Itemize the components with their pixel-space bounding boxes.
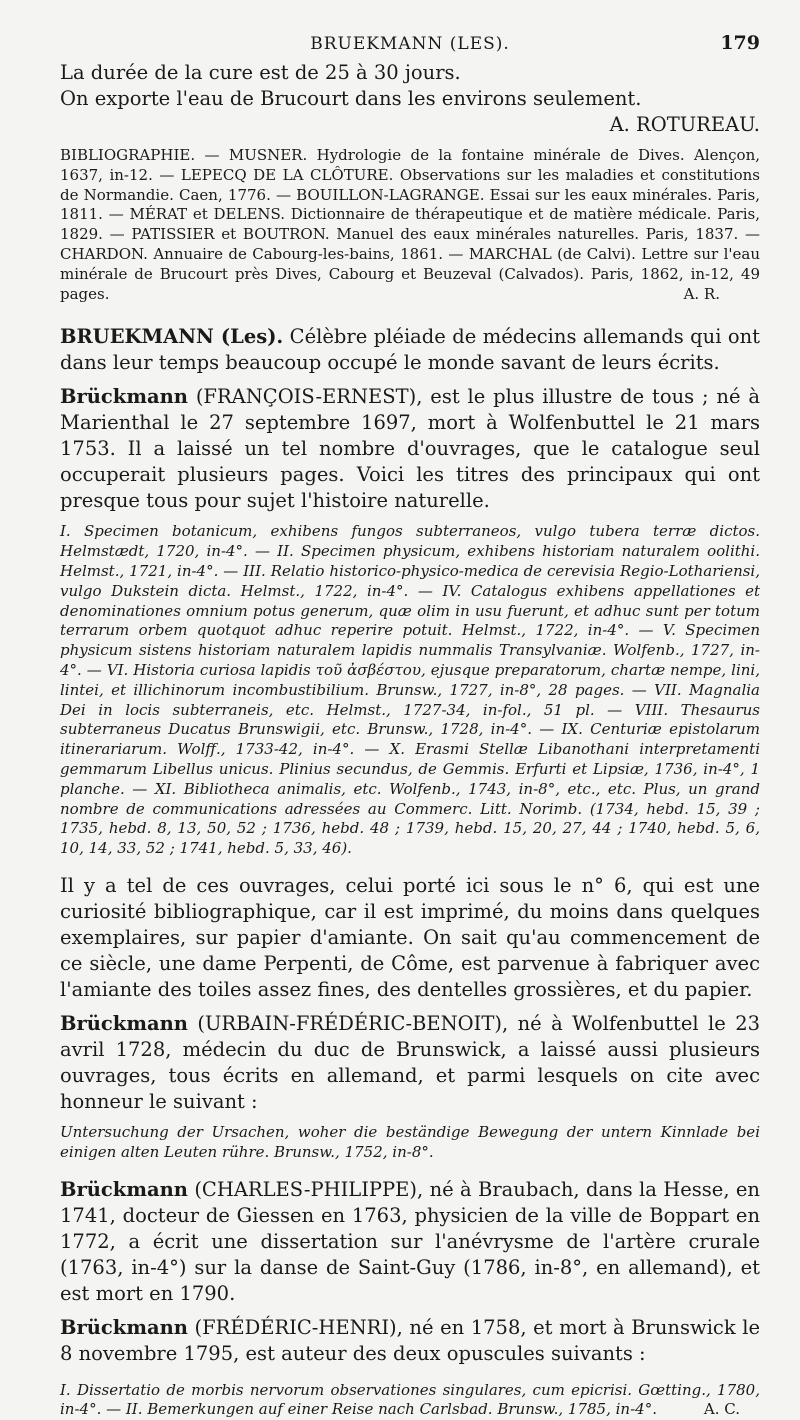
- urbain-works: Untersuchung der Ursachen, woher die beständige Bewegung der untern Kinnlade bei einigen alten Leuten rühre. Brunsw., 1752, in-8°.: [60, 1122, 760, 1161]
- charles-paragraph: [60, 1177, 760, 1307]
- bibliography: [60, 146, 760, 304]
- francois-given: (FRANÇOIS-ERNEST),: [195, 385, 423, 409]
- francois-text: est le plus illustre de tous ; né à Marienthal le 27 septembre 1697, mort à Wolfenbuttel le 21 mars 1753. Il a laissé un tel nombre d'ouvrages, que le catalogue seul occuperait plusieurs pages. Voici les titres des principaux qui ont presque tous pour sujet l'histoire naturelle.: [60, 385, 760, 513]
- page-header: [60, 30, 760, 60]
- bibliography-text: [60, 146, 760, 304]
- top-author-text: A. ROTUREAU.: [609, 113, 760, 136]
- urbain-text: né à Wolfenbuttel le 23 avril 1728, médecin du duc de Brunswick, a laissé aussi plusieurs ouvrages, tous écrits en allemand, et parmi lesquels on cite avec honneur le suivant :: [60, 1011, 761, 1113]
- francois-note: Il y a tel de ces ouvrages, celui porté ici sous le n° 6, qui est une curiosité bibliographique, car il est imprimé, du moins dans quelques exemplaires, sur papier d'amiante. On sait qu'au commencement de ce siècle, une dame Perpenti, de Côme, est parvenue à fabriquer avec l'amiante des toiles assez fines, des dentelles grossières, et du papier.: [60, 873, 760, 1001]
- frederic-works-paragraph: [60, 1381, 760, 1420]
- charles-name: Brückmann: [60, 1177, 188, 1201]
- charles-given: (CHARLES-PHILIPPE),: [194, 1177, 424, 1201]
- frederic-paragraph: [60, 1315, 760, 1367]
- francois-paragraph: [60, 384, 760, 514]
- top-entry: [60, 60, 760, 138]
- francois-works: I. Specimen botanicum, exhibens fungos subterraneos, vulgo tubera terræ dictos. Helmstædt, 1720, in-4°. — II. Specimen physicum, exhibens historiam naturalem oolithi. Helmst., 1721, in-4°. — III. Relatio historico-physico-medica de cerevisia Regio-Lothariensi, vulgo Dukstein dicta. Helmst., 1722, in-4°. — IV. Catalogus exhibens appellationes et denominationes omnium potus generum, quæ olim in usu fuerunt, et adhuc sunt per totum terrarum orbem quotquot adhuc reperire potuit. Helmst., 1722, in-4°. — V. Specimen physicum sistens historiam naturalem lapidis nummalis Transylvaniæ. Wolfenb., 1727, in-4°. — VI. Historia curiosa lapidis τοῦ ἀσβέστου, ejusque preparatorum, chartæ nempe, lini, lintei, et illichinorum incombustibilium. Brunsw., 1727, in-8°, 28 pages. — VII. Magnalia Dei in locis subterraneis, etc. Helmst., 1727-34, in-fol., 51 pl. — VIII. Thesaurus subterraneus Ducatus Brunswigii, etc. Brunsw., 1728, in-4°. — IX. Centuriæ epistolarum itinerariarum. Wolff., 1733-42, in-4°. — X. Erasmi Stellæ Libanothani interpretamenti gemmarum Libellus unicus. Plinius secundus, de Gemmis. Erfurti et Lipsiæ, 1736, in-4°, 1 planche. — XI. Bibliotheca animalis, etc. Wolfenb., 1743, in-8°, etc., etc. Plus, un grand nombre de communications adressées au Commerc. Litt. Norimb. (1734, hebd. 15, 39 ; 1735, hebd. 8, 13, 50, 52 ; 1736, hebd. 48 ; 1739, hebd. 15, 20, 27, 44 ; 1740, hebd. 5, 6, 10, 14, 33, 52 ; 1741, hebd. 5, 33, 46).: [60, 522, 760, 858]
- entry-francois: [60, 384, 760, 1003]
- bibliography-author: A. R.: [683, 284, 720, 303]
- main-entry-text: Célèbre pléiade de médecins allemands qui ont dans leur temps beaucoup occupé le monde savant de leurs écrits.: [60, 325, 760, 375]
- charles-text: né à Braubach, dans la Hesse, en 1741, docteur de Giessen en 1763, physicien de la ville de Boppart en 1772, a écrit une dissertation sur l'anévrysme de l'artère crurale (1763, in-4°) sur la danse de Saint-Guy (1786, in-8°, en allemand), et est mort en 1790.: [60, 1177, 760, 1305]
- frederic-name: Brückmann: [60, 1315, 188, 1339]
- top-author: [60, 112, 760, 138]
- entry-charles: [60, 1177, 760, 1307]
- top-line-1: La durée de la cure est de 25 à 30 jours.: [60, 61, 461, 84]
- main-entry-heading: BRUEKMANN (Les).: [60, 325, 284, 349]
- entry-frederic: [60, 1315, 760, 1420]
- frederic-given: (FRÉDÉRIC-HENRI),: [194, 1315, 403, 1339]
- frederic-works: I. Dissertatio de morbis nervorum observationes singulares, cum epicrisi. Gœtting., 1780, in-4°. — II. Bemerkungen auf einer Reise nach Carlsbad. Brunsw., 1785, in-4°.: [60, 1380, 760, 1419]
- main-entry: [60, 324, 760, 376]
- running-title: BRUEKMANN (LES).: [310, 34, 510, 54]
- urbain-paragraph: [60, 1011, 760, 1115]
- bibliography-body: BIBLIOGRAPHIE. — MUSNER. Hydrologie de la fontaine minérale de Dives. Alençon, 1637, in-12. — LEPECQ DE LA CLÔTURE. Observations sur les maladies et constitutions de Normandie. Caen, 1776. — BOUILLON-LAGRANGE. Essai sur les eaux minérales. Paris, 1811. — MÉRAT et DELENS. Dictionnaire de thérapeutique et de matière médicale. Paris, 1829. — PATISSIER et BOUTRON. Manuel des eaux minérales naturelles. Paris, 1837. — CHARDON. Annuaire de Cabourg-les-bains, 1861. — MARCHAL (de Calvi). Lettre sur l'eau minérale de Brucourt près Dives, Cabourg et Beuzeval (Calvados). Paris, 1862, in-12, 49 pages.: [60, 146, 760, 303]
- page-number: 179: [720, 32, 760, 54]
- frederic-text: né en 1758, et mort à Brunswick le 8 novembre 1795, est auteur des deux opuscules suivants :: [60, 1315, 761, 1365]
- frederic-author: A. C.: [703, 1400, 740, 1419]
- top-line-2: On exporte l'eau de Brucourt dans les environs seulement.: [60, 87, 642, 110]
- entry-urbain: [60, 1011, 760, 1163]
- urbain-given: (URBAIN-FRÉDÉRIC-BENOIT),: [197, 1011, 509, 1035]
- main-entry-paragraph: [60, 324, 760, 376]
- urbain-name: Brückmann: [60, 1011, 188, 1035]
- francois-name: Brückmann: [60, 385, 188, 409]
